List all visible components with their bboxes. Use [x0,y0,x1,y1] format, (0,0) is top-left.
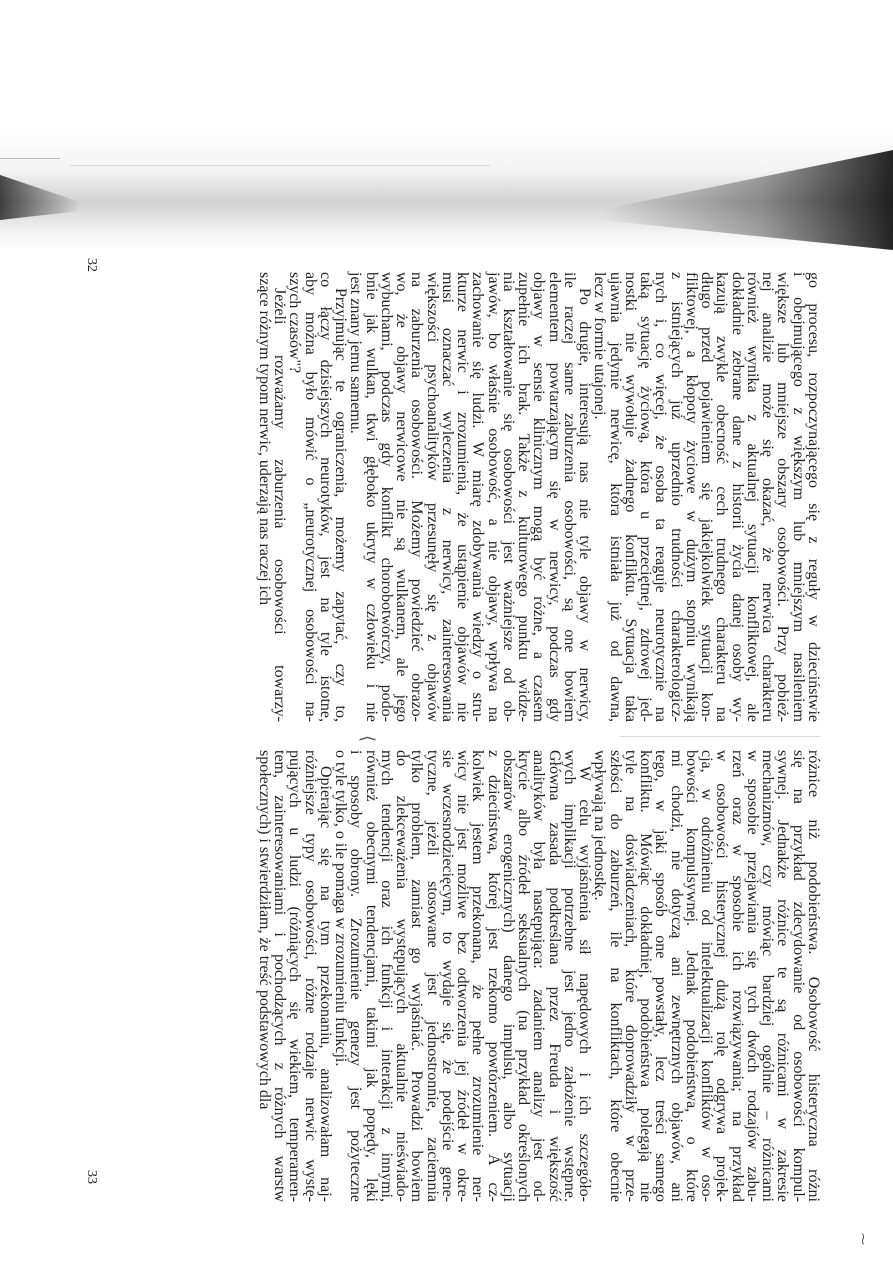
text-line: rzeń oraz w sposobie ich rozwiązywania; na przykład [728,750,746,1202]
text-line: różnice niż podobieństwa. Osobowość histeryczna różni [805,750,822,1202]
scan-artifact-line [620,736,820,737]
text-line: i sposoby obrony. Zrozumienie genezy jest pożyteczne [347,750,365,1202]
text-line: zupełnie ich brak. Także z kulturowego punktu widze- [515,272,533,722]
text-line: tem, zainteresowaniami i pochodzących z różnych warstw [271,750,289,1202]
text-line: go procesu, rozpoczynającego się z reguły w dzieciństwie [805,272,822,722]
text-line: z dzieciństwa, której jest rzekomo powtórzeniem. A cz- [484,750,502,1202]
text-line: na zaburzenia osobowości. Możemy powiedzieć obrazo- [408,272,426,722]
text-line: jawów, bo właśnie osobowość, a nie objawy, wpływa na [484,272,502,722]
text-line: W celu wyjaśnienia sił napędowych i ich szczegóło- [576,766,594,1202]
text-line: Opierając się na tym przekonaniu, analizowałam naj- [317,766,334,1202]
text-line: w sposobie przejawiania się tych dwóch rodzajów zabu- [744,750,761,1202]
text-line: cja, w odróżnieniu od intelektualizacji konfliktów w oso- [698,750,716,1202]
text-line: Jeżeli rozważamy zaburzenia osobowości towarzy- [271,288,289,722]
text-line: większości psychoanalityków przesunęły się z objawów [423,272,441,722]
text-line: wych implikacji potrzebne jest jedno założenie wstępne. [561,750,578,1202]
text-line: tyle na doświadczeniach, które doprowadziły w prze- [622,750,639,1202]
text-line: mi chodzi, nie dotyczą ani zewnętrznych objawów, ani [667,750,685,1202]
text-line: konfliktu. Mówiąc dokładniej, podobieństwa polegają nie [637,750,655,1202]
text-line: większe lub mniejsze obszary osobowości. Przy pobież- [774,272,792,722]
text-line: Po drugie, interesują nas nie tyle objawy w nerwicy, [576,288,594,722]
text-line: różniejsze typy osobowości, różne rodzaje nerwic wystę- [301,750,319,1202]
text-line: musi oznaczać wyleczenia z nerwicy, zainteresowania [439,272,456,722]
text-line: szłości do zaburzeń, ile na konfliktach, które obecnie [606,750,624,1202]
text-line: Przyjmując te ograniczenia, możemy zapytać, czy to, [332,288,350,722]
text-line: sywnej. Jednakże różnice te są różnicami w zakresie [774,750,792,1202]
right-page-text [258,750,822,1202]
text-line: i obejmującego z większym lub mniejszym nasileniem [789,272,807,722]
scan-artifact-line [70,165,490,166]
text-line: nia kształtowanie się osobowości jest ważniejsze od ob- [500,272,517,722]
text-line: wo, że objawy nerwicowe nie są wulkanem, ale jego [393,272,411,722]
text-line: mechanizmów, czy mówiąc bardziej ogólnie – różnicami [759,750,777,1202]
text-line: objawy w sensie klinicznym mogą być różne, a czasem [530,272,548,722]
text-line: krycie albo źródeł seksualnych (na przykład określonych [515,750,533,1202]
text-line: zachowanie się ludzi. W miarę zdobywania wiedzy o stru- [469,272,487,722]
text-line: do zlekceważenia występujących aktualnie nieświado- [393,750,411,1202]
text-line: obszarów erogenicznych) danego impulsu, albo sytuacji [500,750,517,1202]
scan-artifact-line [0,158,60,159]
text-line: kolwiek jestem przekonana, że pełne zrozumienie ner- [469,750,487,1202]
text-line: co łączy dzisiejszych neurotyków, jest na tyle istotne, [317,272,334,722]
left-page-text [258,272,822,722]
text-line: z istniejących już uprzednio trudności charakterologicz- [667,272,685,722]
text-line: aby można było mówić o „neurotycznej osobowości na- [301,272,319,722]
text-line: ujawnia jedynie nerwicę, która istniała już od dawna, [606,272,624,722]
text-line: szych czasów"? [286,272,304,374]
text-line: taką sytuację życiową, która u przeciętnej, zdrowej jed- [637,272,655,722]
text-line: pujących u ludzi (różniących się wiekiem, temperamen- [286,750,304,1202]
text-line: społecznych) i stwierdziłam, że treść podstawowych dla [256,750,273,1110]
text-line: tyczne, jeżeli stosowane jest jednostronnie, zaciemnia [423,750,441,1202]
text-line: również obecnymi tendencjami, takimi jak popędy, lęki [362,750,380,1202]
text-line: dokładnie zebrane dane z historii życia danej osoby wy- [728,272,746,722]
right-page-number: 33 [84,1170,99,1184]
text-line: jest znany jemu samemu. [347,272,365,434]
text-line: szące różnym typom nerwic, uderzają nas raczej ich [256,272,273,606]
text-line: sie wczesnodziecięcym, to wydaje się, że podejście gene- [439,750,456,1202]
text-line: długo przed pojawieniem się jakiejkolwiek sytuacji kon- [698,272,716,722]
text-line: się na przykład zdecydowanie od osobowości kompul- [789,750,807,1202]
text-line: fliktowej, a kłopoty życiowe w dużym stopniu wynikają [683,272,700,722]
pencil-bracket-mark: ⟨ [357,735,378,743]
text-line: bowości kompulsywnej. Jednak podobieństwa, o które [683,750,700,1202]
text-line: elementem powtarzającym się w nerwicy, podczas gdy [545,272,563,722]
text-line: nostki nie wywołuje żadnego konfliktu. Sytuacja taka [622,272,639,722]
text-line: w osobowości histerycznej dużą rolę odgrywa projek- [713,750,731,1202]
text-line: nych i, co więcej, że osoba ta reaguje neurotycznie na [652,272,670,722]
text-line: o tyle tylko, o ile pomaga w zrozumieniu funkcji. [332,750,350,1067]
text-line: analityków była następująca: zadaniem analizy jest od- [530,750,548,1202]
pencil-scribble-mark: ⁓ [856,1233,870,1245]
text-line: również wynika z aktualnej sytuacji konfliktowej, ale [744,272,761,722]
text-line: kturze nerwic i zrozumienia, że ustąpienie objawów nie [454,272,472,722]
text-line: wpływają na jednostkę. [591,750,609,901]
text-line: Główna zasada podkreślana przez Freuda i większość [545,750,563,1202]
text-line: bnie jak wulkan, tkwi głęboko ukryty w człowieku i nie [362,272,380,722]
text-line: wybuchami, podczas gdy konflikt chorobotwórczy, podo- [378,272,395,722]
left-page-number: 32 [84,258,99,272]
text-line: ile raczej same zaburzenia osobowości, są one bowiem [561,272,578,722]
text-line: mych tendencji oraz ich funkcji i interakcji z innymi, [378,750,395,1202]
text-line: tego, w jaki sposób one powstały, lecz treści samego [652,750,670,1202]
text-line: tylko problem, zamiast go wyjaśniać. Prowadzi bowiem [408,750,426,1202]
text-line: nej analizie może się okazać, że nerwica charakteru [759,272,777,722]
text-line: lecz w formie utajonej. [591,272,609,420]
text-line: wicy nie jest możliwe bez odtworzenia jej źródeł w okre- [454,750,472,1202]
text-line: kazują zwykle obecność cech trudnego charakteru na [713,272,731,722]
